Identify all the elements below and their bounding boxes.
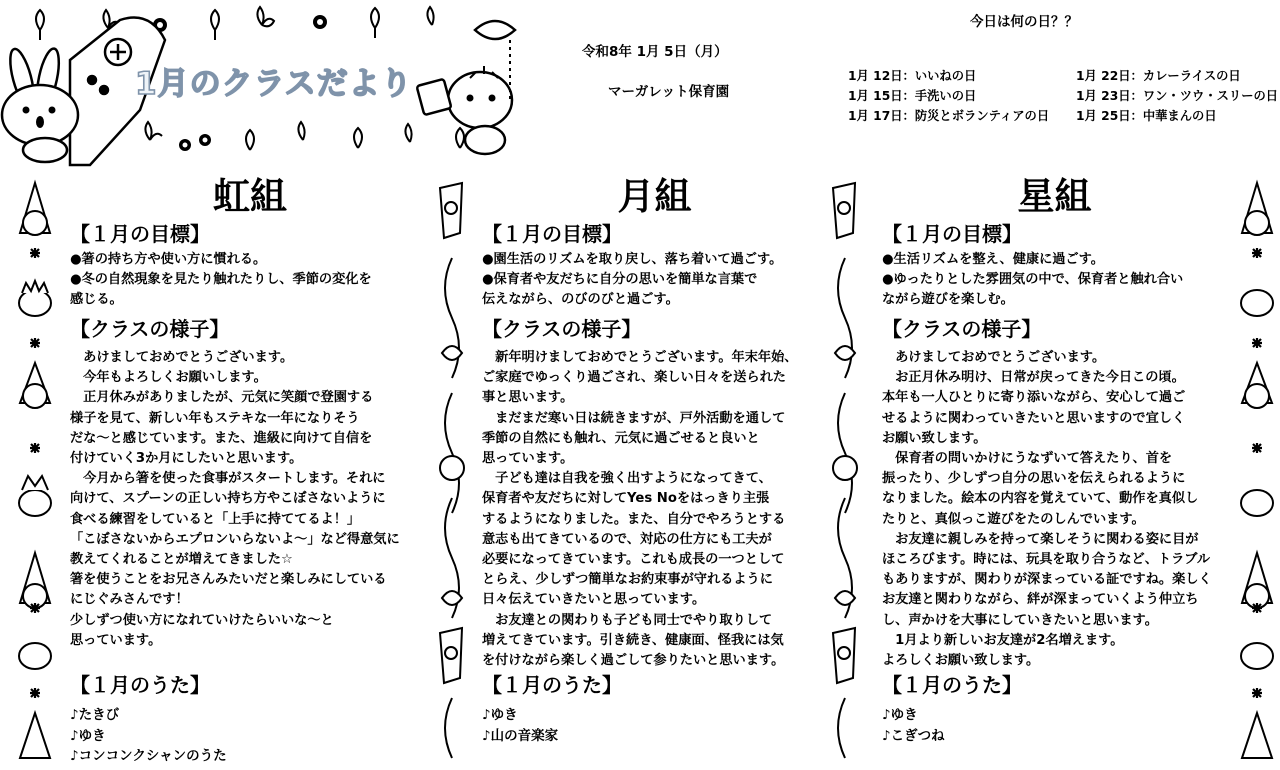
status-line: 保育者や友だちに対してYes Noをはっきり主張 — [482, 491, 770, 507]
status-line: ほころびます。時には、玩具を取り合うなど、トラブル — [882, 552, 1211, 568]
song-item: ♪ゆき — [482, 707, 518, 724]
divider-decoration-left — [432, 178, 472, 768]
status-line: せるように関わっていきたいと思いますので宜しく — [882, 410, 1186, 426]
goal-line: ●保育者や友だちに自分の思いを簡単な言葉で — [482, 272, 758, 287]
status-line: し、声かけを大事にしていきたいと思います。 — [882, 612, 1158, 628]
goal-line: ながら遊びを楽しむ。 — [882, 292, 1014, 307]
status-line: あけましておめでとうございます。 — [882, 350, 1106, 365]
status-line: 本年も一人ひとりに寄り添いながら、安心して過ご — [882, 390, 1186, 406]
status-line: あけましておめでとうございます。 — [70, 350, 294, 365]
goal-line: ●箸の持ち方や使い方に慣れる。 — [70, 252, 267, 267]
class-name: 月組 — [617, 175, 692, 218]
status-line: 今月から箸を使った食事がスタートします。それに — [70, 471, 386, 487]
status-line: お友達に親しみを持って楽しそうに関わる姿に目が — [882, 531, 1199, 547]
today-item: 1月 17日：防災とボランティアの日 — [848, 109, 1050, 123]
school-name: マーガレット保育園 — [608, 84, 730, 100]
goal-line: 感じる。 — [70, 292, 123, 307]
song-item: ♪こぎつね — [882, 727, 945, 744]
today-list-left — [848, 66, 1049, 126]
status-line: 教えてくれることが増えてきました☆ — [70, 552, 293, 568]
song-item: ♪ゆき — [882, 707, 918, 724]
status-line: 新年明けましておめでとうございます。年末年始、 — [482, 350, 798, 365]
class-column-niji — [70, 176, 430, 767]
status-line: なりました。絵本の内容を覚えていて、動作を真似し — [882, 491, 1199, 507]
class-column-tsuki — [482, 176, 827, 746]
status-line: 振ったり、少しずつ自分の思いを伝えられるように — [882, 471, 1186, 487]
today-item: 1月 15日：手洗いの日 — [848, 89, 977, 103]
status-line: 事と思います。 — [482, 390, 574, 406]
status-line: 少しずつ使い方になれていけたらいいな～と — [70, 612, 334, 628]
status-line: もありますが、関わりが深まっている証ですね。楽しく — [882, 572, 1212, 588]
status-line: 思っています。 — [482, 451, 574, 467]
status-line: 季節の自然にも触れ、元気に過ごせると良いと — [482, 430, 760, 446]
status-text — [882, 348, 1227, 671]
left-border-decoration — [10, 178, 60, 768]
class-column-hoshi — [882, 176, 1227, 746]
status-text — [482, 348, 827, 671]
status-line: 子ども達は自我を強く出すようになってきて、 — [482, 471, 772, 487]
status-line: するようになりました。また、自分でやろうとする — [482, 511, 786, 527]
newsletter-title: 1月のクラスだより — [135, 66, 413, 102]
status-line: 保育者の問いかけにうなずいて答えたり、首を — [882, 451, 1173, 467]
song-heading: 【１月のうた】 — [482, 673, 622, 698]
status-line: 食べる練習をしていると「上手に持ててるよ！」 — [70, 511, 361, 527]
status-line: 今年もよろしくお願いします。 — [70, 370, 267, 386]
status-line: 思っています。 — [70, 632, 162, 648]
song-item: ♪山の音楽家 — [482, 727, 559, 744]
status-line: まだまだ寒い日は続きますが、戸外活動を通して — [482, 410, 786, 426]
status-line: お友達との関わりも子ども同士でやり取りして — [482, 612, 773, 628]
status-line: 増えてきています。引き続き、健康面、怪我には気 — [482, 632, 784, 648]
status-line: だな～と感じています。また、進級に向けて自信を — [70, 430, 373, 446]
status-line: お願い致します。 — [882, 430, 987, 446]
goal-line: ●冬の自然現象を見たり触れたりし、季節の変化を — [70, 272, 372, 287]
status-line: 意志も出てきているので、対応の仕方にも工夫が — [482, 531, 772, 547]
status-line: を付けながら楽しく過ごして参りたいと思います。 — [482, 653, 785, 669]
song-item: ♪ゆき — [70, 727, 106, 744]
status-line: 箸を使うことをお兄さんみたいだと楽しみにしている — [70, 572, 387, 588]
status-heading: 【クラスの様子】 — [882, 317, 1042, 341]
status-line: 必要になってきています。これも成長の一つとして — [482, 552, 785, 568]
status-line: とらえ、少しずつ簡単なお約束事が守れるように — [482, 572, 773, 588]
status-line: よろしくお願い致します。 — [882, 653, 1040, 669]
today-list-right — [1076, 66, 1278, 126]
goal-heading: 【１月の目標】 — [70, 222, 210, 246]
status-line: 向けて、スプーンの正しい持ち方やこぼさないように — [70, 491, 386, 507]
song-heading: 【１月のうた】 — [70, 673, 210, 698]
goal-heading: 【１月の目標】 — [482, 222, 622, 246]
status-line: 「こぼさないからエプロンいらないよ～」など得意気に — [70, 531, 400, 547]
today-item: 1月 23日：ワン・ツウ・スリーの日 — [1076, 89, 1279, 103]
goal-heading: 【１月の目標】 — [882, 222, 1022, 246]
status-line: お正月休み明け、日常が戻ってきた今日この頃。 — [882, 370, 1185, 386]
status-text — [70, 348, 430, 651]
status-line: 付けていく3か月にしたいと思います。 — [70, 451, 303, 467]
goal-line: ●生活リズムを整え、健康に過ごす。 — [882, 252, 1104, 267]
status-line: たりと、真似っこ遊びをたのしんでいます。 — [882, 511, 1145, 527]
song-item: ♪コンコンクシャンのうた — [70, 748, 227, 765]
issue-date: 令和8年 1月 5日（月） — [582, 44, 728, 60]
status-heading: 【クラスの様子】 — [482, 317, 642, 341]
song-heading: 【１月のうた】 — [882, 673, 1022, 698]
class-name: 星組 — [1017, 175, 1092, 218]
status-line: ご家庭でゆっくり過ごされ、楽しい日々を送られた — [482, 370, 786, 386]
goal-line: ●園生活のリズムを取り戻し、落ち着いて過ごす。 — [482, 252, 783, 267]
today-item: 1月 22日：カレーライスの日 — [1076, 69, 1241, 83]
status-line: 日々伝えていきたいと思っています。 — [482, 592, 706, 608]
status-line: 正月休みがありましたが、元気に笑顔で登園する — [70, 390, 374, 406]
today-heading: 今日は何の日？？ — [970, 14, 1078, 30]
goal-line: 伝えながら、のびのびと過ごす。 — [482, 292, 679, 307]
status-heading: 【クラスの様子】 — [70, 317, 230, 341]
today-item: 1月 12日：いいねの日 — [848, 69, 977, 83]
class-name: 虹組 — [213, 175, 287, 218]
status-line: にじぐみさんです！ — [70, 592, 189, 608]
right-border-decoration — [1232, 178, 1280, 768]
status-line: 様子を見て、新しい年もステキな一年になりそう — [70, 410, 360, 426]
divider-decoration-right — [825, 178, 865, 768]
status-line: お友達と関わりながら、絆が深まっていくよう仲立ち — [882, 592, 1199, 608]
today-item: 1月 25日：中華まんの日 — [1076, 109, 1217, 123]
status-line: 1月より新しいお友達が2名増えます。 — [882, 632, 1124, 648]
song-item: ♪たきび — [70, 707, 120, 724]
goal-line: ●ゆったりとした雰囲気の中で、保育者と触れ合い — [882, 272, 1184, 287]
